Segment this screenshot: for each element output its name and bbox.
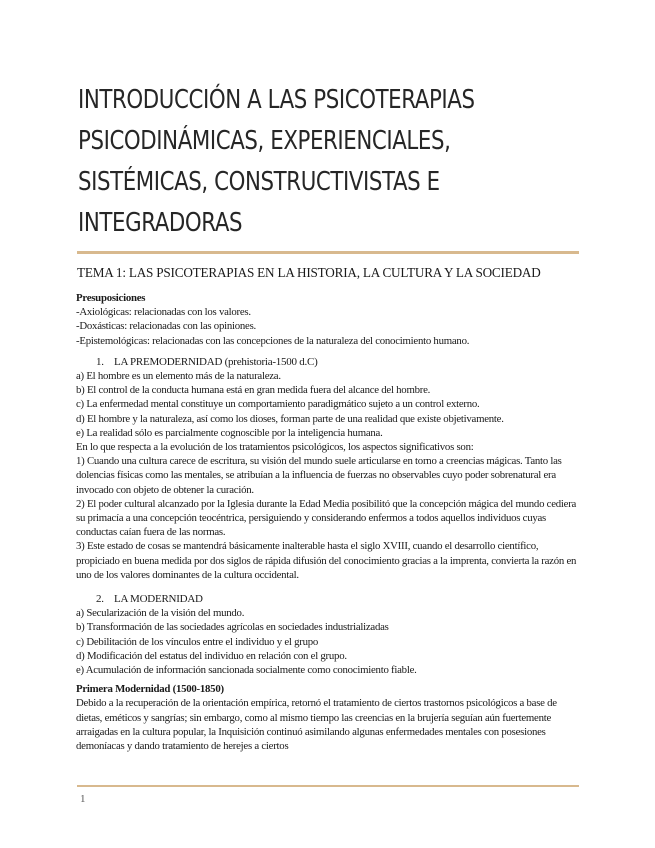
list-item: d) El hombre y la naturaleza, así como los dioses, forman parte de una realidad que existe objetivamente. — [76, 412, 504, 425]
paragraph: 2) El poder cultural alcanzado por la Iglesia durante la Edad Media posibilitó que la concepción mágica del mundo cediera su primacía a una concepción teocéntrica, persiguiendo y considerando enfermos a todos aquellos individuos cuyas conductas caían fuera de las normas. — [76, 497, 577, 539]
heading-number: 2. — [96, 593, 104, 606]
presuposiciones-heading: Presuposiciones — [76, 292, 146, 304]
modernidad-heading — [76, 592, 582, 606]
title-line: SISTÉMICAS, CONSTRUCTIVISTAS E — [78, 167, 440, 197]
paragraph: En lo que respecta a la evolución de los tratamientos psicológicos, los aspectos significativos son: — [76, 441, 474, 454]
list-item: c) Debilitación de los vínculos entre el individuo y el grupo — [76, 635, 319, 648]
document-body — [76, 291, 582, 753]
list-item: b) El control de la conducta humana está en gran medida fuera del alcance del hombre. — [76, 384, 431, 397]
premodernidad-heading — [76, 355, 582, 369]
section-subtitle: TEMA 1: LAS PSICOTERAPIAS EN LA HISTORIA, LA CULTURA Y LA SOCIEDAD — [77, 265, 541, 280]
list-item: e) Acumulación de información sancionada socialmente como conocimiento fiable. — [76, 664, 417, 677]
title-line: PSICODINÁMICAS, EXPERIENCIALES, — [78, 126, 451, 156]
title-divider — [77, 251, 579, 254]
list-item: a) El hombre es un elemento más de la naturaleza. — [76, 370, 281, 383]
title-line: INTRODUCCIÓN A LAS PSICOTERAPIAS — [78, 85, 475, 115]
paragraph: 3) Este estado de cosas se mantendrá básicamente inalterable hasta el siglo XVIII, cuando el desarrollo científico, propiciado en buena medida por dos siglos de rápida difusión del conocimiento gracias a la imprenta, convierta la razón en uno de los valores dominantes de la cultura occidental. — [76, 540, 577, 581]
document-title — [78, 80, 488, 244]
page-number: 1 — [80, 793, 86, 805]
list-item: e) La realidad sólo es parcialmente cognoscible por la inteligencia humana. — [76, 426, 383, 439]
list-item: -Axiológicas: relacionadas con los valores. — [76, 306, 251, 319]
paragraph: Debido a la recuperación de la orientación empírica, retornó el tratamiento de ciertos trastornos psicológicos a base de dietas, eméticos y sangrías; sin embargo, como al mismo tiempo las creencias en la brujería seguían aún fuertemente arraigadas en la cultura popular, la Inquisición continuó asimilando algunas enfermedades mentales con posesiones demoníacas y dando tratamiento de herejes a ciertos — [76, 697, 557, 753]
list-item: a) Secularización de la visión del mundo. — [76, 607, 245, 620]
primera-modernidad-heading: Primera Modernidad (1500-1850) — [76, 683, 224, 696]
paragraph: 1) Cuando una cultura carece de escritura, su visión del mundo suele articularse en torno a creencias mágicas. Tanto las dolencias físicas como las mentales, se atribuían a la influencia de fuerzas no observables cuyo poder sobrenatural era invocado con objeto de obtener la curación. — [76, 455, 562, 496]
list-item: c) La enfermedad mental constituye un comportamiento paradigmático sujeto a un control externo. — [76, 398, 480, 411]
list-item: b) Transformación de las sociedades agrícolas en sociedades industrializadas — [76, 621, 389, 634]
list-item: d) Modificación del estatus del individuo en relación con el grupo. — [76, 649, 347, 662]
footer-divider — [77, 785, 579, 787]
heading-text: LA PREMODERNIDAD (prehistoria-1500 d.C) — [114, 355, 318, 368]
heading-number: 1. — [96, 355, 104, 368]
list-item: -Epistemológicas: relacionadas con las concepciones de la naturaleza del conocimiento humano. — [76, 334, 470, 347]
heading-text: LA MODERNIDAD — [114, 593, 203, 606]
list-item: -Doxásticas: relacionadas con las opiniones. — [76, 320, 256, 333]
title-line: INTEGRADORAS — [78, 208, 243, 238]
